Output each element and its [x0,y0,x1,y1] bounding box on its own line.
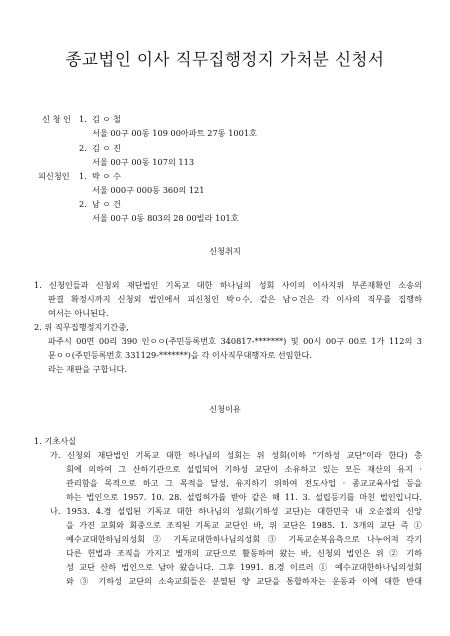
reasons-line: 회에 의하여 그 산하기관으로 설립되어 기하성 교단이 소유하고 있는 모든 재산의 유지 · [66,464,422,474]
purpose-heading: 신청취지 [209,246,241,256]
section-heading: 1. 기초사실 [34,436,77,446]
purpose-line: 판결 확정시까지 신청외 법인에서 피신청인 박ㅇ수, 같은 남ㅇ건은 각 이사의 직무를 집행하 [48,294,422,304]
reasons-line: 가. 신청외 재단법인 기독교 대한 하나님의 성회는 위 성회(이하 "기하성 교단"이라 한다) 총 [50,450,422,460]
purpose-line: 여서는 아니된다. [48,308,109,318]
respondent-2-name: 남 ㅇ 건 [92,199,121,209]
respondent-1-no: 1. [79,171,87,181]
purpose-line: 라는 재판을 구합니다. [48,364,127,374]
respondent-1-address: 서울 000구 000동 360의 121 [92,185,205,195]
applicant-label: 신 청 인 [42,114,71,124]
reasons-line: 하는 법인으로 1957. 10. 28. 설립허가를 받아 같은 해 11. 3. 설립등기를 마친 법인입니다. [66,492,422,502]
applicant-1-address: 서울 00구 00동 109 00아파트 27동 1001호 [92,128,257,138]
respondent-2-no: 2. [79,199,87,209]
purpose-line: 2. 위 직무집행정지기간중, [34,322,129,332]
reasons-line: 을 가진 교회와 회중으로 조직된 기독교 교단인 바, 위 교단은 1985. 1. 3개의 교단 즉 ① [66,520,422,530]
respondent-2-address: 서울 00구 0동 803의 28 00빌라 101호 [92,213,239,223]
reasons-line: 다른 헌법과 조직을 가지고 별개의 교단으로 활동하여 왔는 바, 신청외 법인은 위 ② 기하 [66,548,422,558]
applicant-1-name: 김 ㅇ 철 [92,114,121,124]
reasons-line: 관리함을 목적으로 하고 그 목적을 달성, 유지하기 위하여 전도사업 · 종교교육사업 등을 [66,478,422,488]
reasons-line: 성 교단 산하 법인으로 남아 왔습니다. 그후 1991. 8.경 이르러 ① 예수교대한하나님의성회 [66,562,422,572]
applicant-2-address: 서울 00구 00동 107의 113 [92,157,195,167]
respondent-1-name: 박 ㅇ 수 [92,171,121,181]
applicant-2-no: 2. [79,143,87,153]
applicant-1-no: 1. [79,114,87,124]
reasons-heading: 신청이유 [209,404,241,414]
applicant-2-name: 김 ㅇ 진 [92,143,121,153]
document-title: 종교법인 이사 직무집행정지 가처분 신청서 [65,50,385,69]
purpose-line: 파주시 00면 00리 390 인ㅇㅇ(주민등록번호 340817-*******) 및 00시 00구 00로 1가 112의 3 [48,336,422,346]
reasons-line: 나. 1953. 4.경 설립된 기독교 대한 하나님의 성회(기하성 교단)는 대한민국 내 오순절의 신앙 [50,506,422,516]
purpose-line: 문ㅇㅇ(주민등록번호 331129-*******)을 각 이사직무대행자로 선임한다. [48,350,312,360]
respondent-label: 피신청인 [38,171,70,181]
purpose-line: 1. 신청인들과 신청외 재단법인 기독교 대한 하나님의 성회 사이의 이사지위 부존재확인 소송의 [34,280,422,290]
reasons-line: 와 ③ 기하성 교단의 소속교회들은 분열된 양 교단을 통합하자는 운동과 이에 대한 반대 [66,576,422,586]
reasons-line: 예수교대한하님의성회 ② 기독교대한하나님의성회 ③ 기독교순복음측으로 나누어져 각기 [66,534,422,544]
